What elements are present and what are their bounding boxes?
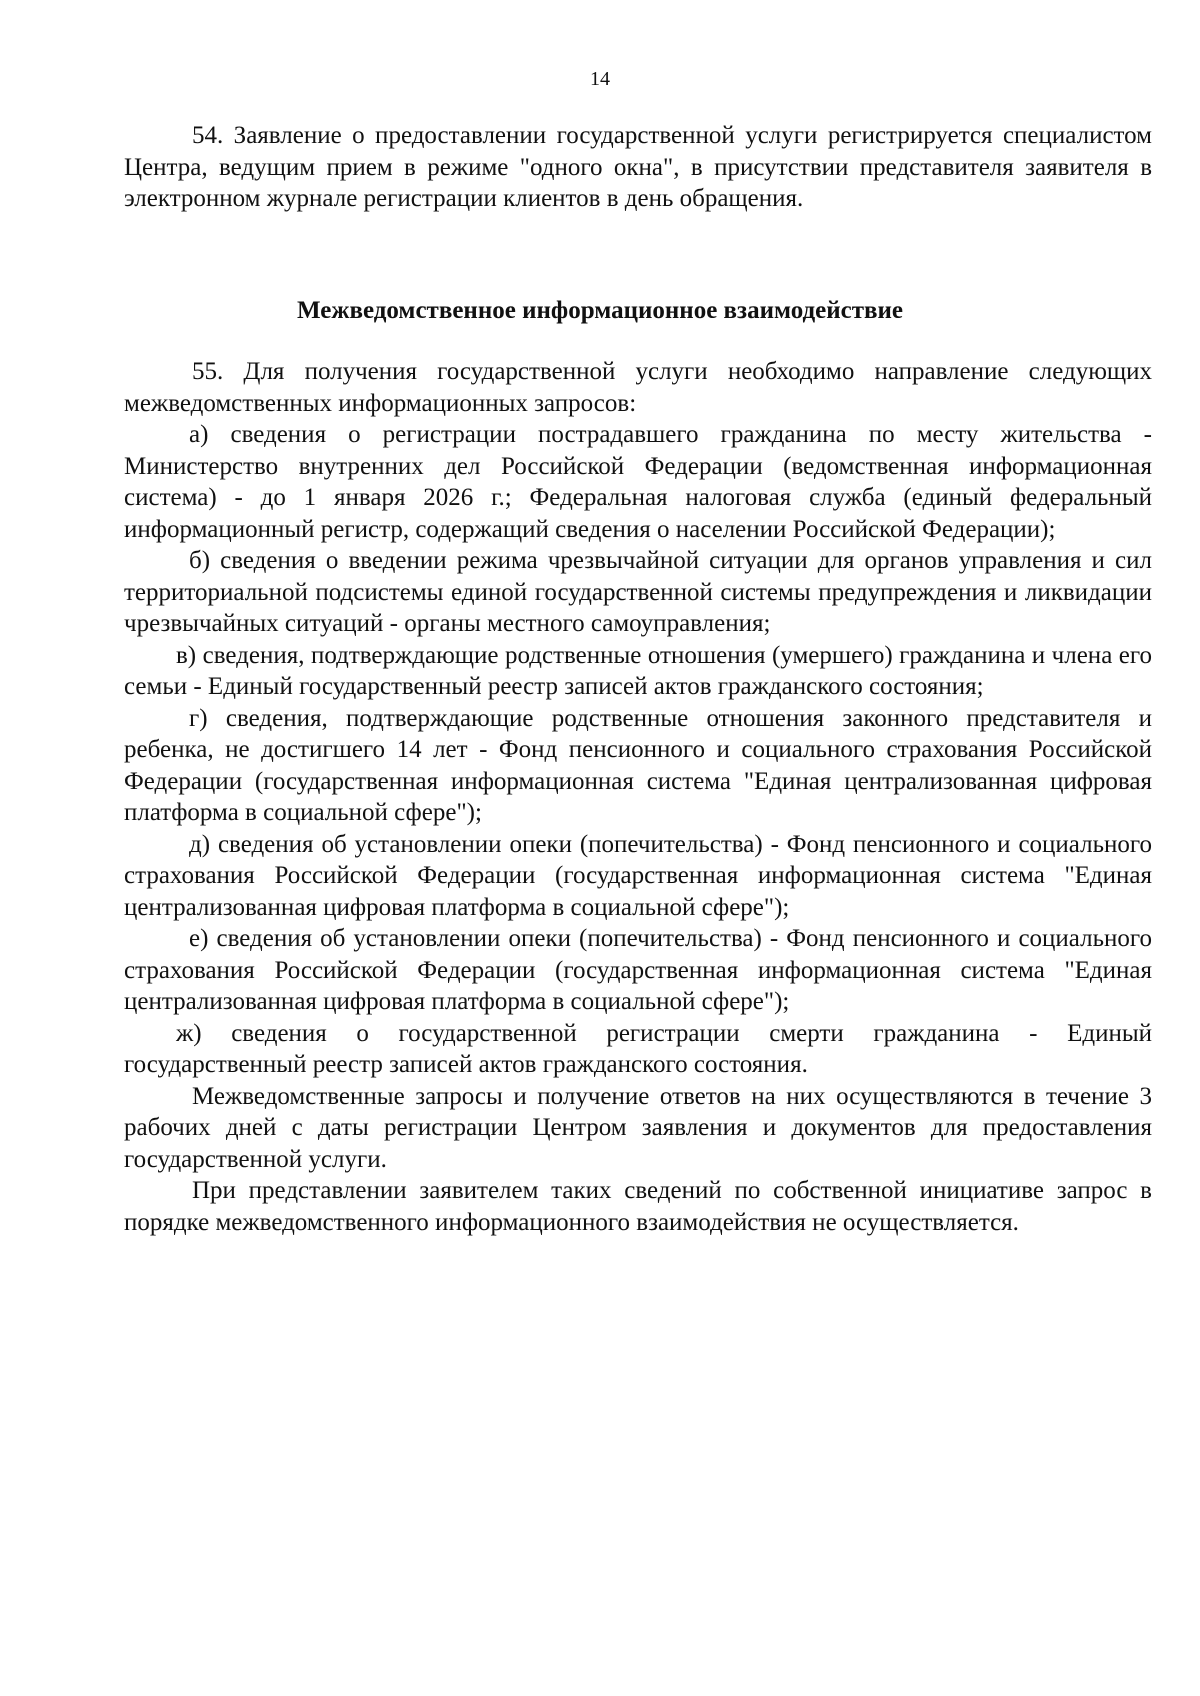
list-item-e: е) сведения об установлении опеки (попечительства) - Фонд пенсионного и социального страхования Российской Федерации (государственная информационная система "Единая централизованная цифровая платформа в социальной сфере");: [124, 925, 1152, 1015]
section-heading: Межведомственное информационное взаимодействие: [297, 297, 903, 324]
list-item-v: в) сведения, подтверждающие родственные отношения (умершего) гражданина и члена его семьи - Единый государственный реестр записей актов гражданского состояния;: [124, 641, 1152, 700]
list-item-g: г) сведения, подтверждающие родственные отношения законного представителя и ребенка, не достигшего 14 лет - Фонд пенсионного и социального страхования Российской Федерации (государственная информационная система "Единая централизованная цифровая платформа в социальной сфере");: [124, 704, 1152, 826]
section-interagency: [124, 356, 1152, 1238]
list-item-a: а) сведения о регистрации пострадавшего гражданина по месту жительства - Министерство внутренних дел Российской Федерации (ведомственная информационная система) - до 1 января 2026 г.; Федеральная налоговая служба (единый федеральный информационный регистр, содержащий сведения о населении Российской Федерации);: [124, 421, 1152, 543]
paragraph-requests-timing: Межведомственные запросы и получение ответов на них осуществляются в течение 3 рабочих дней с даты регистрации Центром заявления и документов для предоставления государственной услуги.: [124, 1082, 1152, 1173]
paragraph-55: 55. Для получения государственной услуги необходимо направление следующих межведомственных информационных запросов:: [124, 358, 1152, 417]
paragraph-own-initiative: При представлении заявителем таких сведений по собственной инициативе запрос в порядке межведомственного информационного взаимодействия не осуществляется.: [124, 1177, 1152, 1236]
section-registration: [124, 120, 1152, 215]
paragraph-54: 54. Заявление о предоставлении государственной услуги регистрируется специалистом Центра, ведущим прием в режиме "одного окна", в присутствии представителя заявителя в электронном журнале регистрации клиентов в день обращения.: [124, 122, 1152, 212]
list-item-b: б) сведения о введении режима чрезвычайной ситуации для органов управления и сил территориальной подсистемы единой государственной системы предупреждения и ликвидации чрезвычайных ситуаций - органы местного самоуправления;: [124, 547, 1152, 637]
list-item-zh: ж) сведения о государственной регистрации смерти гражданина - Единый государственный реестр записей актов гражданского состояния.: [124, 1019, 1152, 1078]
list-item-d: д) сведения об установлении опеки (попечительства) - Фонд пенсионного и социального страхования Российской Федерации (государственная информационная система "Единая централизованная цифровая платформа в социальной сфере");: [124, 830, 1152, 921]
page-number: 14: [590, 68, 610, 90]
